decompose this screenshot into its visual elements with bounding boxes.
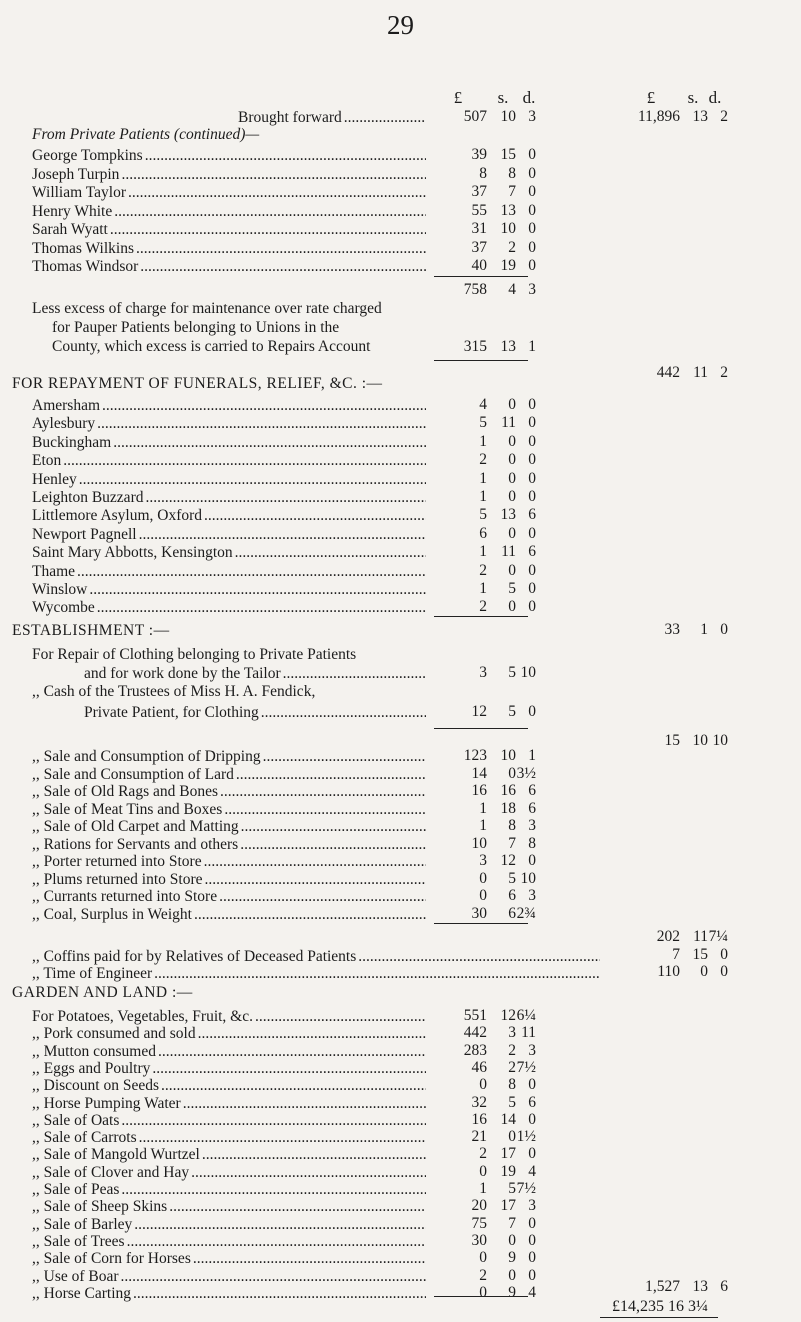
pounds-value: 30 xyxy=(471,904,487,922)
page-number: 29 xyxy=(387,10,414,40)
pounds-value: 1 xyxy=(479,1180,487,1197)
row-label-text: George Tompkins xyxy=(32,147,143,164)
shillings-value: 8 xyxy=(508,1076,516,1094)
repair-line-1: For Repair of Clothing belonging to Private Patients xyxy=(32,646,357,663)
private-patients-heading: From Private Patients (continued)— xyxy=(32,126,260,143)
pence-value: 2 xyxy=(720,108,728,125)
pence-value: 11 xyxy=(521,1024,536,1042)
pence-value: 0 xyxy=(528,561,536,579)
pounds-value: 0 xyxy=(479,1283,487,1301)
shillings-value: 19 xyxy=(500,257,516,274)
pounds-value: 37 xyxy=(471,238,487,256)
row-label-text: Eton xyxy=(32,452,62,470)
shillings-value: 0 xyxy=(508,432,516,450)
shillings-value: 1 xyxy=(700,621,708,638)
shillings-value: 5 xyxy=(508,580,516,597)
pounds-value: 32 xyxy=(471,1093,487,1111)
pounds-value: 46 xyxy=(471,1058,487,1076)
shillings-value: 14 xyxy=(500,1110,516,1128)
row-label-text: ,, Sale of Old Rags and Bones xyxy=(32,783,218,800)
pounds-value: 0 xyxy=(479,1162,487,1180)
pence-value: 3 xyxy=(528,1041,536,1059)
shillings-value: 0 xyxy=(700,963,708,980)
shillings-value: 13 xyxy=(500,506,516,524)
header-symbol: £ xyxy=(453,88,463,107)
pence-value: 0 xyxy=(528,238,536,256)
pounds-value: 110 xyxy=(657,963,680,980)
pounds-value: 33 xyxy=(664,621,680,638)
row-label-text: ,, Sale of Peas xyxy=(32,1181,120,1198)
pounds-value: 37 xyxy=(471,183,487,200)
shillings-value: 7 xyxy=(508,834,516,852)
pounds-value: 1,527 xyxy=(645,1278,680,1295)
pence-value: 0 xyxy=(528,220,536,237)
pence-value: 3½ xyxy=(516,764,536,782)
pence-value: 0 xyxy=(528,580,536,597)
patient-row-label xyxy=(32,183,426,203)
grand-total: £14,235 16 3¼ xyxy=(612,1298,708,1315)
row-label-text: ,, Sale of Meat Tins and Boxes xyxy=(32,800,223,818)
row-label-text: Littlemore Asylum, Oxford xyxy=(32,507,203,525)
pounds-value: 20 xyxy=(471,1197,487,1215)
shillings-value: 5 xyxy=(508,869,516,887)
funeral-row-label xyxy=(32,396,426,416)
row-label-text: ,, Porter returned into Store xyxy=(32,853,202,870)
shillings-value: 8 xyxy=(508,164,516,182)
shillings-value: 2 xyxy=(508,1058,516,1076)
pounds-value: 5 xyxy=(479,506,487,524)
shillings-value: 18 xyxy=(500,799,516,817)
pence-value: 0 xyxy=(528,1249,536,1267)
pence-value: 0 xyxy=(720,963,728,980)
pounds-value: 40 xyxy=(471,257,487,274)
shillings-value: 5 xyxy=(508,1180,516,1197)
pence-value: 0 xyxy=(528,524,536,542)
pence-value: 0 xyxy=(528,451,536,469)
header-symbol: d. xyxy=(708,88,722,107)
shillings-value: 13 xyxy=(692,1278,708,1295)
funeral-row-label xyxy=(32,488,426,508)
shillings-value: 17 xyxy=(500,1197,516,1215)
row-label-text: Joseph Turpin xyxy=(32,165,120,183)
pence-value: 4 xyxy=(528,1162,536,1180)
funeral-row-label xyxy=(32,543,426,563)
funeral-row-label xyxy=(32,525,426,545)
shillings-value: 11 xyxy=(693,928,708,945)
patient-row-label xyxy=(32,239,426,259)
shillings-value: 9 xyxy=(508,1283,516,1301)
shillings-value: 10 xyxy=(500,747,516,764)
pounds-value: 14 xyxy=(471,764,487,782)
shillings-value: 2 xyxy=(508,238,516,256)
pounds-value: 11,896 xyxy=(637,108,680,125)
grand-rule xyxy=(600,1317,718,1318)
pence-value: 0 xyxy=(528,488,536,505)
shillings-value: 11 xyxy=(693,364,708,381)
row-label-text: ,, Sale of Oats xyxy=(32,1111,120,1129)
pounds-value: 551 xyxy=(463,1007,487,1024)
row-label-text: Amersham xyxy=(32,397,101,414)
pence-value: 6¼ xyxy=(516,1007,536,1024)
row-label-text: ,, Mutton consumed xyxy=(32,1042,156,1060)
pence-value: 0 xyxy=(528,257,536,274)
pounds-value: 0 xyxy=(479,1249,487,1267)
shillings-value: 13 xyxy=(500,338,516,355)
row-label-text: ,, Sale of Corn for Horses xyxy=(32,1250,191,1268)
pounds-value: 12 xyxy=(471,703,487,720)
shillings-value: 5 xyxy=(508,664,516,681)
row-label-text: Winslow xyxy=(32,581,88,598)
row-label-text: Wycombe xyxy=(32,599,95,617)
pence-value: 6 xyxy=(528,506,536,524)
row-label-text: Henry White xyxy=(32,202,113,220)
row-label-text: Henley xyxy=(32,470,77,488)
pence-value: 0 xyxy=(528,164,536,182)
row-label-text: ,, Sale of Mangold Wurtzel xyxy=(32,1146,200,1164)
shillings-value: 2 xyxy=(508,1041,516,1059)
row-label-text: Saint Mary Abbotts, Kensington xyxy=(32,544,233,562)
pounds-value: 8 xyxy=(479,164,487,182)
row-label-text: Buckingham xyxy=(32,433,112,451)
pounds-value: 442 xyxy=(656,364,680,381)
row-label-text: Private Patient, for Clothing xyxy=(84,704,259,721)
shillings-value: 9 xyxy=(508,1249,516,1267)
pounds-value: 1 xyxy=(479,817,487,834)
shillings-value: 6 xyxy=(508,887,516,904)
garden-heading: GARDEN AND LAND :— xyxy=(12,984,193,1001)
pence-value: 0 xyxy=(528,1214,536,1232)
pence-value: 0 xyxy=(528,469,536,487)
shillings-value: 7 xyxy=(508,1214,516,1232)
pence-value: 0 xyxy=(528,598,536,616)
repair-line-2-label xyxy=(84,664,426,684)
establishment-rule xyxy=(434,923,528,924)
row-label-text: ,, Horse Carting xyxy=(32,1284,132,1302)
row-label-text: ,, Sale of Clover and Hay xyxy=(32,1163,190,1181)
garden-row-label xyxy=(32,1284,426,1304)
pence-value: 7½ xyxy=(516,1180,536,1197)
funeral-row-label xyxy=(32,598,426,618)
row-label-text: ,, Horse Pumping Water xyxy=(32,1094,181,1112)
row-label-text: Thomas Wilkins xyxy=(32,239,134,257)
row-label-text: ,, Sale of Barley xyxy=(32,1215,133,1233)
row-label-text: ,, Sale of Trees xyxy=(32,1232,125,1250)
row-label-text: Leighton Buzzard xyxy=(32,489,144,506)
pounds-value: 1 xyxy=(479,469,487,487)
pence-value: 0 xyxy=(528,1110,536,1128)
pence-value: 1 xyxy=(528,747,536,764)
shillings-value: 6 xyxy=(508,904,516,922)
row-label-text: ,, Eggs and Poultry xyxy=(32,1059,151,1077)
row-label-text: ,, Coffins paid for by Relatives of Deceased Patients xyxy=(32,948,357,965)
funeral-row-label xyxy=(32,451,426,471)
pounds-value: 30 xyxy=(471,1231,487,1249)
funeral-row-label xyxy=(32,506,426,526)
pence-value: 7¼ xyxy=(708,928,728,945)
shillings-value: 4 xyxy=(508,281,516,298)
pence-value: 2¾ xyxy=(516,904,536,922)
shillings-value: 0 xyxy=(508,469,516,487)
pounds-value: 758 xyxy=(463,281,487,298)
row-label-text: ,, Time of Engineer xyxy=(32,965,153,982)
shillings-value: 10 xyxy=(692,732,708,749)
row-label-text: ,, Rations for Servants and others xyxy=(32,835,239,853)
pence-value: 10 xyxy=(520,869,536,887)
pounds-value: 0 xyxy=(479,887,487,904)
cash-line-1: ,, Cash of the Trustees of Miss H. A. Fendick, xyxy=(32,683,316,700)
shillings-value: 11 xyxy=(501,543,516,561)
shillings-value: 5 xyxy=(508,1093,516,1111)
shillings-value: 13 xyxy=(500,201,516,219)
patient-row-label xyxy=(32,220,426,240)
pence-value: 3 xyxy=(528,1197,536,1215)
pounds-value: 507 xyxy=(463,108,487,125)
pence-value: 0 xyxy=(528,146,536,163)
row-label-text: Thomas Windsor xyxy=(32,258,139,275)
shillings-value: 10 xyxy=(500,220,516,237)
patient-row-label xyxy=(32,202,426,222)
funerals-rule xyxy=(434,616,528,617)
pence-value: 0 xyxy=(528,1145,536,1163)
funeral-row-label xyxy=(32,580,426,600)
pounds-value: 16 xyxy=(471,782,487,799)
shillings-value: 10 xyxy=(500,108,516,125)
pence-value: 0 xyxy=(528,432,536,450)
shillings-value: 0 xyxy=(508,396,516,413)
row-label-text: ,, Sale and Consumption of Lard xyxy=(32,765,234,783)
pounds-value: 3 xyxy=(479,852,487,869)
pounds-value: 3 xyxy=(479,664,487,681)
pence-value: 0 xyxy=(528,414,536,432)
pence-value: 0 xyxy=(528,183,536,200)
funeral-row-label xyxy=(32,470,426,490)
pounds-value: 283 xyxy=(463,1041,487,1059)
pence-value: 10 xyxy=(520,664,536,681)
pounds-value: 5 xyxy=(479,414,487,432)
row-label-text: Aylesbury xyxy=(32,415,96,433)
pounds-value: 2 xyxy=(479,451,487,469)
pounds-value: 1 xyxy=(479,580,487,597)
pounds-value: 16 xyxy=(471,1110,487,1128)
pounds-value: 2 xyxy=(479,1266,487,1284)
pence-value: 0 xyxy=(528,1076,536,1094)
shillings-value: 17 xyxy=(500,1145,516,1163)
pence-value: 8 xyxy=(528,834,536,852)
less-rule xyxy=(434,360,528,361)
shillings-value: 12 xyxy=(500,1007,516,1024)
pounds-value: 39 xyxy=(471,146,487,163)
engineer-row-label xyxy=(32,964,600,984)
shillings-value: 0 xyxy=(508,764,516,782)
subtotal-rule xyxy=(434,276,528,277)
funeral-row-label xyxy=(32,433,426,453)
pounds-value: 2 xyxy=(479,561,487,579)
row-label-text: For Potatoes, Vegetables, Fruit, &c. xyxy=(32,1008,253,1025)
header-symbol: s. xyxy=(687,88,699,107)
row-label-text: ,, Sale of Old Carpet and Matting xyxy=(32,818,239,835)
pounds-value: 315 xyxy=(463,338,487,355)
patient-row-label xyxy=(32,146,426,166)
pounds-value: 4 xyxy=(479,396,487,413)
pence-value: 0 xyxy=(720,946,728,963)
shillings-value: 8 xyxy=(508,817,516,834)
pence-value: 1 xyxy=(528,338,536,355)
shillings-value: 0 xyxy=(508,561,516,579)
pence-value: 3 xyxy=(528,817,536,834)
patient-row-label xyxy=(32,257,426,277)
pounds-value: 7 xyxy=(672,946,680,963)
brought-forward-label xyxy=(238,108,426,128)
row-label-text: ,, Sale and Consumption of Dripping xyxy=(32,748,261,765)
pence-value: 6 xyxy=(528,799,536,817)
clothing-rule xyxy=(434,728,528,729)
row-label-text: Brought forward xyxy=(238,109,342,126)
shillings-value: 7 xyxy=(508,183,516,200)
row-label-text: ,, Plums returned into Store xyxy=(32,870,203,888)
pounds-value: 6 xyxy=(479,524,487,542)
pounds-value: 31 xyxy=(471,220,487,237)
row-label-text: ,, Use of Boar xyxy=(32,1267,119,1285)
pounds-value: 55 xyxy=(471,201,487,219)
pence-value: 6 xyxy=(528,782,536,799)
row-label-text: ,, Sale of Carrots xyxy=(32,1129,137,1147)
pounds-value: 75 xyxy=(471,1214,487,1232)
pounds-value: 123 xyxy=(463,747,487,764)
shillings-value: 0 xyxy=(508,1231,516,1249)
shillings-value: 0 xyxy=(508,524,516,542)
shillings-value: 11 xyxy=(501,414,516,432)
pence-value: 0 xyxy=(528,1266,536,1284)
pence-value: 6 xyxy=(528,1093,536,1111)
row-label-text: Thame xyxy=(32,562,76,580)
pence-value: 0 xyxy=(528,201,536,219)
garden-rule xyxy=(434,1296,528,1297)
pence-value: 1½ xyxy=(516,1128,536,1146)
row-label-text: William Taylor xyxy=(32,184,126,201)
pence-value: 3 xyxy=(528,887,536,904)
shillings-value: 0 xyxy=(508,1266,516,1284)
pounds-value: 10 xyxy=(471,834,487,852)
shillings-value: 0 xyxy=(508,488,516,505)
pence-value: 0 xyxy=(528,852,536,869)
pounds-value: 0 xyxy=(479,1076,487,1094)
pence-value: 0 xyxy=(528,1231,536,1249)
pounds-value: 2 xyxy=(479,598,487,616)
less-excess-line: County, which excess is carried to Repairs Account xyxy=(52,338,371,355)
row-label-text: Newport Pagnell xyxy=(32,525,137,543)
pence-value: 6 xyxy=(528,543,536,561)
row-label-text: ,, Discount on Seeds xyxy=(32,1077,160,1095)
header-symbol: d. xyxy=(522,88,536,107)
pounds-value: 1 xyxy=(479,799,487,817)
row-label-text: ,, Pork consumed and sold xyxy=(32,1025,196,1043)
row-label-text: ,, Sale of Sheep Skins xyxy=(32,1198,168,1216)
pounds-value: 1 xyxy=(479,543,487,561)
shillings-value: 16 xyxy=(500,782,516,799)
row-label-text: Sarah Wyatt xyxy=(32,221,108,238)
shillings-value: 15 xyxy=(692,946,708,963)
pounds-value: 15 xyxy=(664,732,680,749)
shillings-value: 3 xyxy=(508,1024,516,1042)
funerals-heading: FOR REPAYMENT OF FUNERALS, RELIEF, &C. :— xyxy=(12,375,383,392)
less-excess-line: Less excess of charge for maintenance over rate charged xyxy=(32,300,382,317)
shillings-value: 12 xyxy=(500,852,516,869)
row-label-text: and for work done by the Tailor xyxy=(84,665,281,682)
pence-value: 4 xyxy=(528,1283,536,1301)
pounds-value: 202 xyxy=(656,928,680,945)
shillings-value: 19 xyxy=(500,1162,516,1180)
shillings-value: 0 xyxy=(508,1128,516,1146)
pounds-value: 21 xyxy=(471,1128,487,1146)
row-label-text: ,, Coal, Surplus in Weight xyxy=(32,905,192,923)
header-symbol: s. xyxy=(497,88,509,107)
funeral-row-label xyxy=(32,562,426,582)
shillings-value: 15 xyxy=(500,146,516,163)
pence-value: 2 xyxy=(720,364,728,381)
row-label-text: ,, Currants returned into Store xyxy=(32,888,218,905)
pence-value: 3 xyxy=(528,281,536,298)
cash-line-2-label xyxy=(84,703,426,723)
pence-value: 0 xyxy=(720,621,728,638)
pounds-value: 442 xyxy=(463,1024,487,1042)
less-excess-line: for Pauper Patients belonging to Unions in the xyxy=(52,319,340,336)
establishment-heading: ESTABLISHMENT :— xyxy=(12,622,170,639)
funeral-row-label xyxy=(32,414,426,434)
shillings-value: 0 xyxy=(508,451,516,469)
pounds-value: 1 xyxy=(479,488,487,505)
header-symbol: £ xyxy=(646,88,656,107)
pounds-value: 1 xyxy=(479,432,487,450)
establishment-row-label xyxy=(32,905,426,925)
shillings-value: 0 xyxy=(508,598,516,616)
pence-value: 7½ xyxy=(516,1058,536,1076)
pounds-value: 2 xyxy=(479,1145,487,1163)
shillings-value: 5 xyxy=(508,703,516,720)
pence-value: 3 xyxy=(528,108,536,125)
pence-value: 10 xyxy=(712,732,728,749)
pence-value: 6 xyxy=(720,1278,728,1295)
shillings-value: 13 xyxy=(692,108,708,125)
patient-row-label xyxy=(32,165,426,185)
pounds-value: 0 xyxy=(479,869,487,887)
pence-value: 0 xyxy=(528,396,536,413)
pence-value: 0 xyxy=(528,703,536,720)
